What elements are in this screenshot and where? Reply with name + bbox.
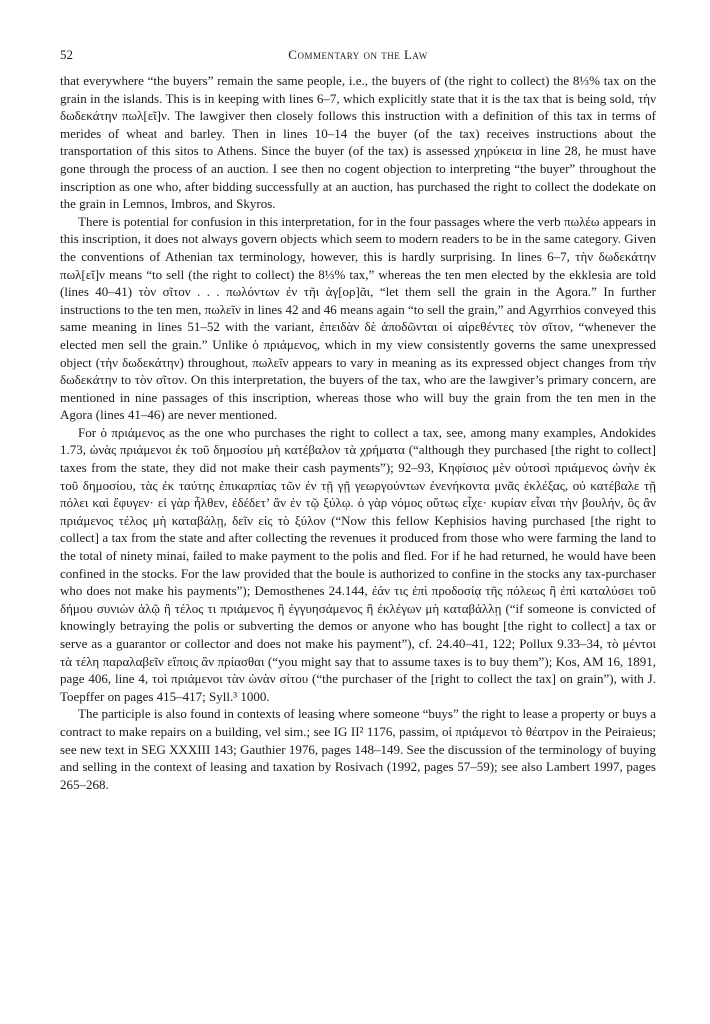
paragraph-2: There is potential for confusion in this interpretation, for in the four passages where the verb πωλέω appears in this inscription, it does not always govern objects which seem to modern readers to be in the same category. Given the conventions of Athenian tax terminology, however, this is hardly surprising. In lines 6–7, τὴν δωδεκάτην πωλ[εῖ]ν means “to sell (the right to collect) the 8⅓% tax,” whereas the ten men elected by the ekklesia are told (lines 40–41) τὸν σῖτον . . . πωλόντων ἐν τῆι ἀγ[ορ]ᾶι, “let them sell the grain in the Agora.” In further instructions to the ten men, πωλεῖν in lines 42 and 46 means again “to sell the grain,” and Agyrrhios conveyed this same meaning in lines 51–52 with the variant, ἐπειδὰν δὲ ἀποδῶνται οἱ αἱρεθέντες τὸν σῖτον, “whenever the elected men sell the grain.” Unlike ὁ πριάμενος, which in my view consistently governs the same unexpressed object (τὴν δωδεκάτην) throughout, πωλεῖν appears to vary in meaning as its expressed object changes from τὴν δωδεκάτην to τὸν σῖτον. On this interpretation, the buyers of the tax, who are the lawgiver’s primary concern, are mentioned in nine passages of this inscription, whereas those who will buy the grain from the ten men in the Agora (lines 41–46) are never mentioned. (60, 213, 656, 423)
body-text (60, 72, 656, 793)
document-page (60, 46, 656, 793)
page-number: 52 (60, 47, 73, 62)
paragraph-1: that everywhere “the buyers” remain the same people, i.e., the buyers of (the right to collect) the 8⅓% tax on the grain in the islands. This is in keeping with lines 6–7, which explicitly state that it is the tax that is being sold, τὴν δωδεκάτην πωλ[εῖ]ν. The lawgiver then closely follows this instruction with a definition of this tax in terms of merides of wheat and barley. Then in lines 10–14 the buyer (of the tax) receives instructions about the transportation of this sitos to Athens. Since the buyer (of the tax) is assessed χηρύκεια in line 28, he must have gone through the process of an auction. I see then no cogent objection to interpreting “the buyer” throughout the inscription as one who, after bidding successfully at an auction, has purchased the right to collect the dodekate on the grain in Lemnos, Imbros, and Skyros. (60, 73, 656, 212)
page-header (60, 46, 656, 66)
paragraph-3: For ὁ πριάμενος as the one who purchases the right to collect a tax, see, among many examples, Andokides 1.73, ὠνὰς πριάμενοι ἐκ τοῦ δημοσίου μὴ κατέβαλον τὰ χρήματα (“although they purchased [the right to collect] taxes from the state, they did not make their cash payments”); 92–93, Κηφίσιος μὲν οὑτοσὶ πριάμενος ὠνὴν ἐκ τοῦ δημοσίου, τὰς ἐκ ταύτης ἐπικαρπίας τῶν ἐν τῇ γῇ γεωργούντων ἐνενήκοντα μνᾶς ἐκλέξας, οὐ κατέβαλε τῇ πόλει καὶ ἔφυγεν· εἰ γὰρ ἦλθεν, ἐδέδετ’ ἂν ἐν τῷ ξύλῳ. ὁ γὰρ νόμος οὕτως εἶχε· κυρίαν εἶναι τὴν βουλήν, ὃς ἂν πριάμενος τέλος μὴ καταβάλῃ, δεῖν εἰς τὸ ξύλον (“Now this fellow Kephisios having purchased [the right to collect] a tax from the state and after collecting the revenues it produced from those who were farming the land to the total of ninety minai, failed to make payment to the polis and fled. For if he had returned, he would have been confined in the stocks. For the law provided that the boule is authorized to confine in the stocks any tax-purchaser who does not make his payments”); Demosthenes 24.144, ἐάν τις ἐπὶ προδοσίᾳ τῆς πόλεως ἢ ἐπὶ καταλύσει τοῦ δήμου συνιὼν ἁλῷ ἢ τέλος τι πριάμενος ἢ ἐγγυησάμενος ἢ ἐκλέγων μὴ καταβάλλῃ (“if someone is convicted of knowingly betraying the polis or subverting the demos or anyone who has bought [the right to collect] a tax or serve as a guarantor or collector and does not make his payment”), cf. 24.40–41, 122; Pollux 9.33–34, τὸ μέντοι τὰ τέλη παραλαβεῖν εἴποις ἂν πρίασθαι (“you might say that to assume taxes is to buy them”); Kos, AM 16, 1891, page 406, line 4, τοὶ πριάμενοι τὰν ὠνὰν σίτου (“the purchaser of the [right to collect the tax] on grain”), with J. Toepffer on pages 415–417; Syll.³ 1000. (60, 424, 656, 704)
paragraph-4: The participle is also found in contexts of leasing where someone “buys” the right to lease a property or buys a contract to make repairs on a building, vel sim.; see IG II² 1176, passim, οἱ πριάμενοι τὸ θέατρον in the Peiraieus; see new text in SEG XXXIII 143; Gauthier 1976, pages 148–149. See the discussion of the terminology of buying and selling in the context of leasing and taxation by Rosivach (1992, pages 57–59); see also Lambert 1997, pages 265–268. (60, 706, 656, 792)
running-head: Commentary on the Law (288, 47, 428, 62)
